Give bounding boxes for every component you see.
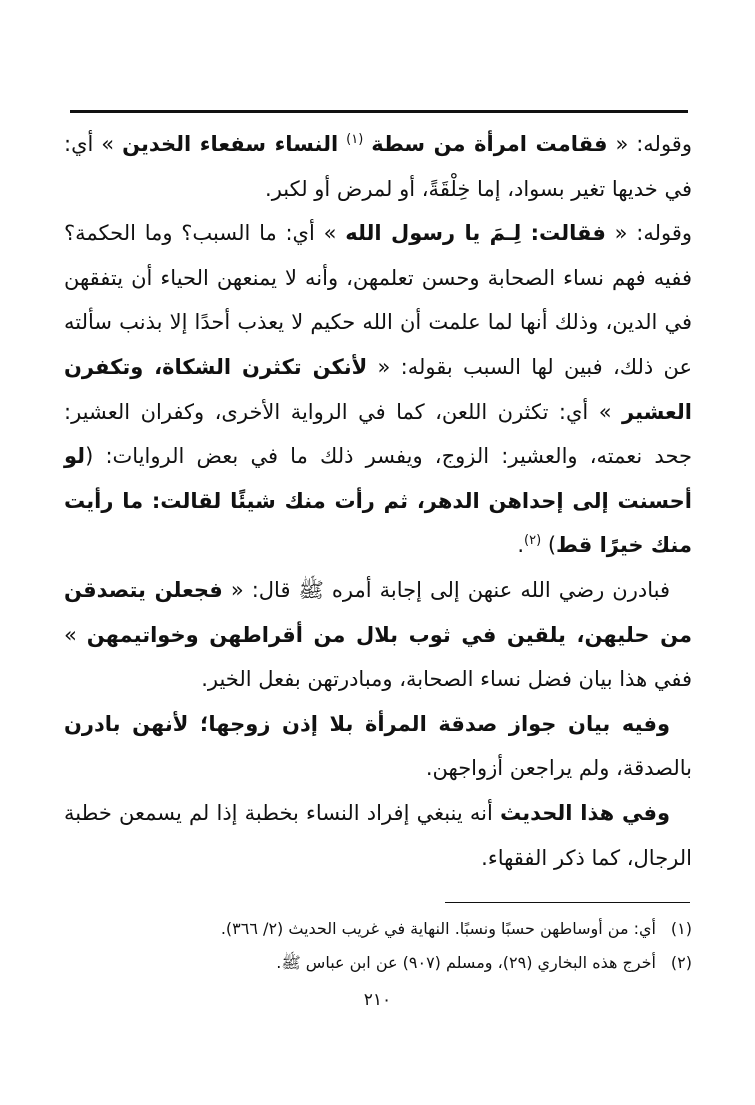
p2-quote-3: لو أحسنت إلى إحداهن الدهر، ثم رأت منك شيئًا لقالت: ما رأيت منك خيرًا قط (64, 444, 692, 558)
p2-intro: وقوله: « (605, 221, 693, 246)
paragraph-3 (64, 568, 692, 702)
footnote-1-text: أي: من أوساطهن حسبًا ونسبًا. النهاية في غريب الحديث (٢/ ٣٦٦). (220, 919, 656, 938)
footnote-ref-2[interactable]: (٢) (524, 533, 542, 549)
footnote-2-number: (٢) (670, 953, 692, 972)
footnotes (64, 912, 692, 980)
footnote-1 (64, 912, 692, 946)
p4-rest: بالصدقة، ولم يراجعن أزواجهن. (425, 756, 692, 781)
page-number: ٢١٠ (363, 990, 392, 1010)
footnote-ref-1[interactable]: (١) (346, 132, 364, 147)
p1-quote-1: فقامت امرأة من سطة (371, 132, 608, 156)
footnote-separator (445, 902, 690, 903)
p2-close-paren: ) (547, 533, 557, 558)
p3-quote: فجعلن يتصدقن من حليهن، يلقين في ثوب بلال من أقراطهن وخواتيمهن (64, 577, 692, 647)
footnote-1-number: (١) (670, 919, 692, 938)
p4-bold: وفيه بيان جواز صدقة المرأة بلا إذن زوجها؛ لأنهن بادرن (64, 711, 670, 736)
header-rule (70, 110, 688, 113)
footnote-2-text: أخرج هذه البخاري (٢٩)، ومسلم (٩٠٧) عن ابن عباس ﷺ. (276, 953, 656, 972)
p2-text-1: » أي: ما السبب؟ وما الحكمة؟ ففيه فهم نساء الصحابة وحسن تعلمهن، وأنه لا يمنعهن الحياء أن يتفقهن في الدين، وذلك أنها لما علمت أن الله حكيم لا يعذب أحدًا إلا بذنب سألته عن ذلك، فبين لها السبب بقوله: « (64, 221, 693, 379)
footnote-2 (64, 946, 692, 980)
p1-quote-2: النساء سفعاء الخدين (122, 132, 339, 156)
p3-intro: فبادرن رضي الله عنهن إلى إجابة أمره ﷺ قال: « (222, 577, 670, 602)
p5-rest: أنه ينبغي إفراد النساء بخطبة إذا لم يسمعن خطبة الرجال، كما ذكر الفقهاء. (64, 800, 692, 870)
paragraph-4 (64, 702, 692, 791)
paragraph-2 (64, 211, 692, 568)
p2-quote-1: فقالت: لِـمَ يا رسول الله (345, 221, 606, 246)
p5-bold: وفي هذا الحديث (500, 800, 670, 825)
paragraph-1 (64, 122, 692, 211)
p2-end: . (517, 533, 524, 558)
p1-rest: » أي: في خديها تغير بسواد، إما خِلْقَةً، أو لمرض أو لكبر. (64, 132, 692, 201)
p1-intro: وقوله: « (607, 132, 692, 156)
p3-rest: » ففي هذا بيان فضل نساء الصحابة، ومبادرتهن بفعل الخير. (64, 622, 692, 692)
paragraph-5 (64, 791, 692, 880)
main-text (64, 122, 692, 880)
p2-text-2: » أي: تكثرن اللعن، كما في الرواية الأخرى، وكفران العشير: جحد نعمته، والعشير: الزوج، ويفسر ذلك ما في بعض الروايات: ( (64, 399, 692, 469)
p2-quote-2: لأنكن تكثرن الشكاة، وتكفرن العشير (64, 354, 692, 424)
